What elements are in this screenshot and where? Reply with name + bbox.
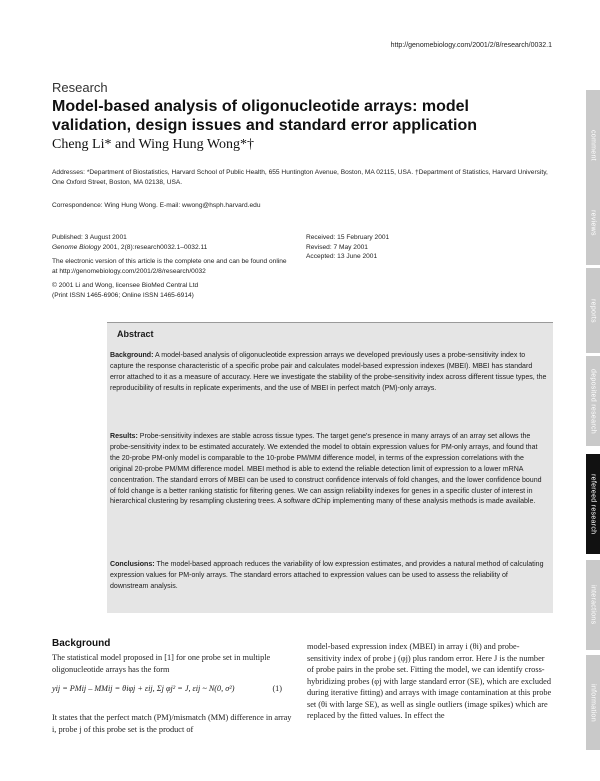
equation-number: (1)	[272, 684, 282, 693]
side-tab-information[interactable]	[586, 655, 600, 750]
issn: (Print ISSN 1465-6906; Online ISSN 1465-6914)	[52, 291, 194, 299]
abstract-background-text: A model-based analysis of oligonucleotide expression arrays we developed previously uses a probe-sensitivity index to capture the response characteristic of a specific probe pair and calculates model-based expression indexes (MBEI). MBEI has standard error attached to it as a measure of accuracy. Here we investigate the stability of the probe-sensitivity index across different tissue types, the reproducibility of results in replicate experiments, and the use of MBEI in perfect match (PM)-only arrays.	[110, 352, 547, 392]
section-label: Research	[52, 80, 108, 95]
abstract-conclusions	[110, 560, 548, 593]
background-column-2: model-based expression index (MBEI) in array i (θi) and probe-sensitivity index of probe j (φj) plus random error. Here J is the number of probe pairs in the probe set. Fitting the model, we can identify cross-hybridizing probes (φj with large standard error (SE), which are excluded during iterative fitting) and arrays with image contamination at this probe set (θi with large SE), as well as single outliers (image spikes) which are replaced by the fitted values. In effect the	[307, 642, 552, 720]
published-date: Published: 3 August 2001	[52, 234, 127, 241]
authors: Cheng Li* and Wing Hung Wong*†	[52, 137, 254, 152]
addresses: Addresses: *Department of Biostatistics, Harvard School of Public Health, 655 Huntington Avenue, Boston, MA 02115, USA. †Department of Statistics, Harvard University, One Oxford Street, Boston, MA 02138, USA.	[52, 169, 548, 186]
electronic-version-note[interactable]: The electronic version of this article is the complete one and can be found online at http://genomebiology.com/2001/2/8/research/0032	[52, 258, 287, 275]
background-paragraph-2: It states that the perfect match (PM)/mismatch (MM) difference in array i, probe j of this probe set is the product of	[52, 713, 292, 734]
journal-url[interactable]: http://genomebiology.com/2001/2/8/research/0032.1	[390, 42, 552, 49]
side-tab-label: deposited research	[589, 368, 597, 434]
revised-date: Revised: 7 May 2001	[306, 243, 368, 251]
abstract-results	[110, 432, 548, 508]
correspondence: Correspondence: Wing Hung Wong. E-mail: wwong@hsph.harvard.edu	[52, 202, 261, 209]
publication-info	[52, 233, 292, 301]
copyright: © 2001 Li and Wong, licensee BioMed Central Ltd	[52, 282, 199, 290]
abstract-conclusions-label: Conclusions:	[110, 561, 155, 568]
citation-details: 2001, 2(8):research0032.1–0032.11	[100, 243, 208, 251]
abstract-heading: Abstract	[117, 329, 154, 339]
article-title: Model-based analysis of oligonucleotide arrays: model validation, design issues and standard error application	[52, 98, 477, 134]
side-tab-reports[interactable]	[586, 268, 600, 353]
citation-journal: Genome Biology	[52, 243, 101, 251]
equation-text: yij = PMij – MMij = θiφj + εij, Σj φj² = J, εij ~ N(0, σ²)	[52, 684, 235, 693]
side-tab-label: reviews	[589, 209, 597, 236]
abstract-conclusions-text: The model-based approach reduces the variability of low expression estimates, and provides a natural method of calculating expression values for PM-only arrays. The standard errors attached to expression values can be used to assess the reliability of downstream analysis.	[110, 561, 544, 590]
background-heading: Background	[52, 638, 111, 649]
abstract-background	[110, 351, 548, 395]
model-equation	[52, 684, 292, 693]
received-date: Received: 15 February 2001	[306, 234, 390, 241]
citation	[52, 243, 292, 253]
side-tab-refereed-research[interactable]	[586, 454, 600, 554]
side-tab-interactions[interactable]	[586, 560, 600, 650]
accepted-date: Accepted: 13 June 2001	[306, 253, 378, 261]
side-tab-label: interactions	[589, 585, 597, 625]
abstract-results-text: Probe-sensitivity indexes are stable across tissue types. The target gene's presence in many arrays of an array set allows the probe-sensitivity index to be estimated accurately. We extended the model to obtain expression values for PM-only arrays, and found that the 20-probe PM-only model is comparable to the 10-probe PM/MM difference model, in terms of the expression correlations with the original 20-probe PM/MM difference model. MBEI method is able to extend the reliable detection limit of expression to a lower mRNA concentration. The standard errors of MBEI can be used to construct confidence intervals of fold changes, and the lower confidence bound of fold change is a better ranking statistic for filtering genes. We can assign reliability indexes for genes in a specific cluster of interest in hierarchical clustering by resampling clustering trees. A software dChip implementing many of these analysis methods is made available.	[110, 433, 542, 506]
article-dates	[306, 233, 389, 262]
side-tab-label: refereed research	[589, 473, 597, 535]
background-paragraph-1: The statistical model proposed in [1] for one probe set in multiple oligonucleotide arrays has the form	[52, 653, 271, 674]
side-tab-deposited-research[interactable]	[586, 356, 600, 446]
abstract-results-label: Results:	[110, 433, 138, 440]
side-tab-label: comment	[589, 129, 597, 161]
side-tab-label: information	[589, 683, 597, 722]
side-tab-label: reports	[589, 298, 597, 323]
side-tab-reviews[interactable]	[586, 180, 600, 265]
abstract-background-label: Background:	[110, 352, 154, 359]
